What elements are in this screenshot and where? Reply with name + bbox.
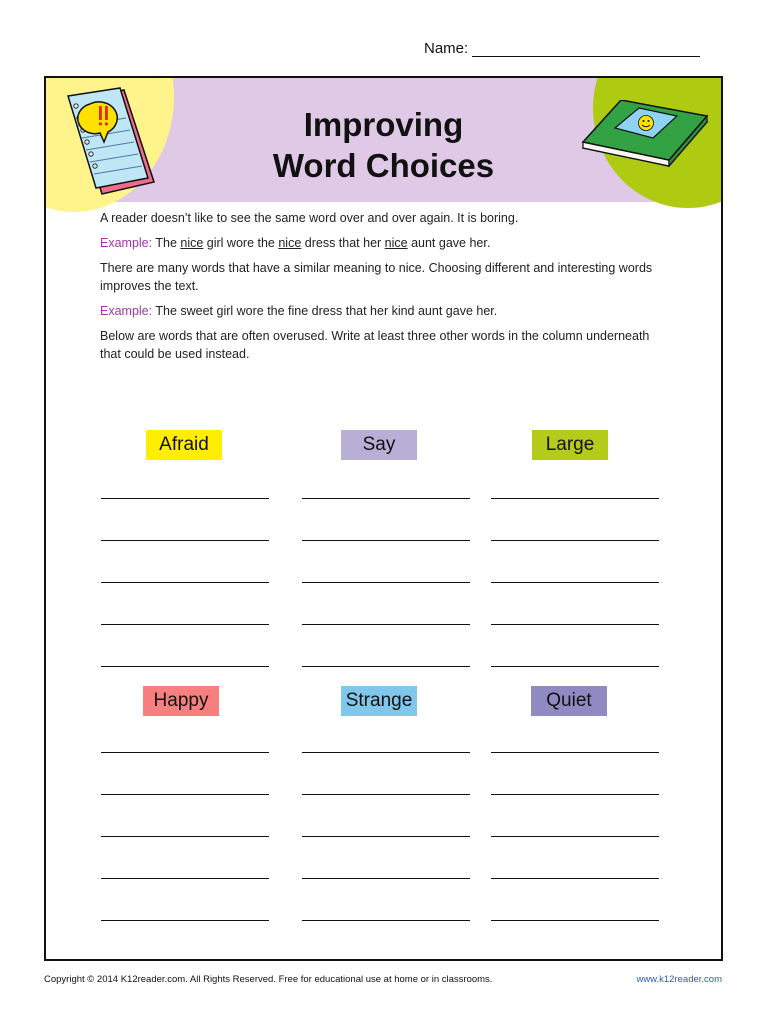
answer-line[interactable] bbox=[302, 666, 470, 667]
example-1-text: The bbox=[155, 236, 181, 250]
name-label: Name: bbox=[424, 40, 469, 57]
example-2-text: The sweet girl wore the fine dress that her kind aunt gave her. bbox=[152, 304, 498, 318]
answer-line[interactable] bbox=[101, 878, 269, 879]
example-2 bbox=[100, 302, 660, 320]
answer-line[interactable] bbox=[491, 666, 659, 667]
answer-line[interactable] bbox=[491, 794, 659, 795]
title-line-2: Word Choices bbox=[272, 147, 495, 184]
answer-line[interactable] bbox=[101, 540, 269, 541]
example-1-text: girl wore the bbox=[203, 236, 279, 250]
answer-line[interactable] bbox=[302, 624, 470, 625]
worksheet-title bbox=[46, 104, 721, 186]
answer-line[interactable] bbox=[101, 920, 269, 921]
answer-line[interactable] bbox=[101, 582, 269, 583]
answer-line[interactable] bbox=[302, 920, 470, 921]
name-blank-line[interactable] bbox=[472, 42, 700, 57]
example-1-text: aunt gave her. bbox=[407, 236, 491, 250]
word-label-quiet: Quiet bbox=[531, 686, 607, 716]
answer-line[interactable] bbox=[101, 666, 269, 667]
answer-line[interactable] bbox=[302, 794, 470, 795]
copyright-notice: Copyright © 2014 K12reader.com. All Rights Reserved. Free for educational use at home or in classrooms. bbox=[44, 974, 493, 985]
answer-line[interactable] bbox=[491, 752, 659, 753]
answer-line[interactable] bbox=[302, 836, 470, 837]
answer-line[interactable] bbox=[302, 752, 470, 753]
word-label-say: Say bbox=[341, 430, 417, 460]
answer-line[interactable] bbox=[101, 752, 269, 753]
intro-paragraph-1: A reader doesn’t like to see the same word over and over again. It is boring. bbox=[100, 211, 519, 225]
answer-line[interactable] bbox=[101, 836, 269, 837]
word-label-afraid: Afraid bbox=[146, 430, 222, 460]
website-link[interactable]: www.k12reader.com bbox=[636, 974, 722, 985]
answer-line[interactable] bbox=[302, 498, 470, 499]
answer-line[interactable] bbox=[491, 878, 659, 879]
underlined-word: nice bbox=[278, 236, 302, 250]
word-label-large: Large bbox=[532, 430, 608, 460]
answer-line[interactable] bbox=[491, 624, 659, 625]
example-1-text: dress that her bbox=[301, 236, 385, 250]
worksheet-frame bbox=[44, 76, 723, 961]
word-label-strange: Strange bbox=[341, 686, 417, 716]
example-1 bbox=[100, 234, 660, 252]
answer-line[interactable] bbox=[302, 582, 470, 583]
answer-line[interactable] bbox=[491, 836, 659, 837]
answer-line[interactable] bbox=[101, 794, 269, 795]
answer-line[interactable] bbox=[101, 498, 269, 499]
instructions bbox=[100, 209, 660, 370]
underlined-word: nice bbox=[384, 236, 408, 250]
example-1-label: Example: bbox=[100, 236, 153, 250]
answer-line[interactable] bbox=[491, 582, 659, 583]
intro-paragraph-2: There are many words that have a similar meaning to nice. Choosing different and interesting words improves the text. bbox=[100, 261, 653, 293]
example-2-label: Example: bbox=[100, 304, 153, 318]
word-label-happy: Happy bbox=[143, 686, 219, 716]
answer-line[interactable] bbox=[491, 498, 659, 499]
intro-paragraph-3: Below are words that are often overused. Write at least three other words in the column underneath that could be used instead. bbox=[100, 329, 650, 361]
answer-line[interactable] bbox=[302, 540, 470, 541]
answer-line[interactable] bbox=[491, 540, 659, 541]
answer-line[interactable] bbox=[491, 920, 659, 921]
answer-line[interactable] bbox=[101, 624, 269, 625]
title-line-1: Improving bbox=[303, 106, 464, 143]
name-field[interactable] bbox=[424, 40, 700, 57]
answer-line[interactable] bbox=[302, 878, 470, 879]
underlined-word: nice bbox=[180, 236, 204, 250]
